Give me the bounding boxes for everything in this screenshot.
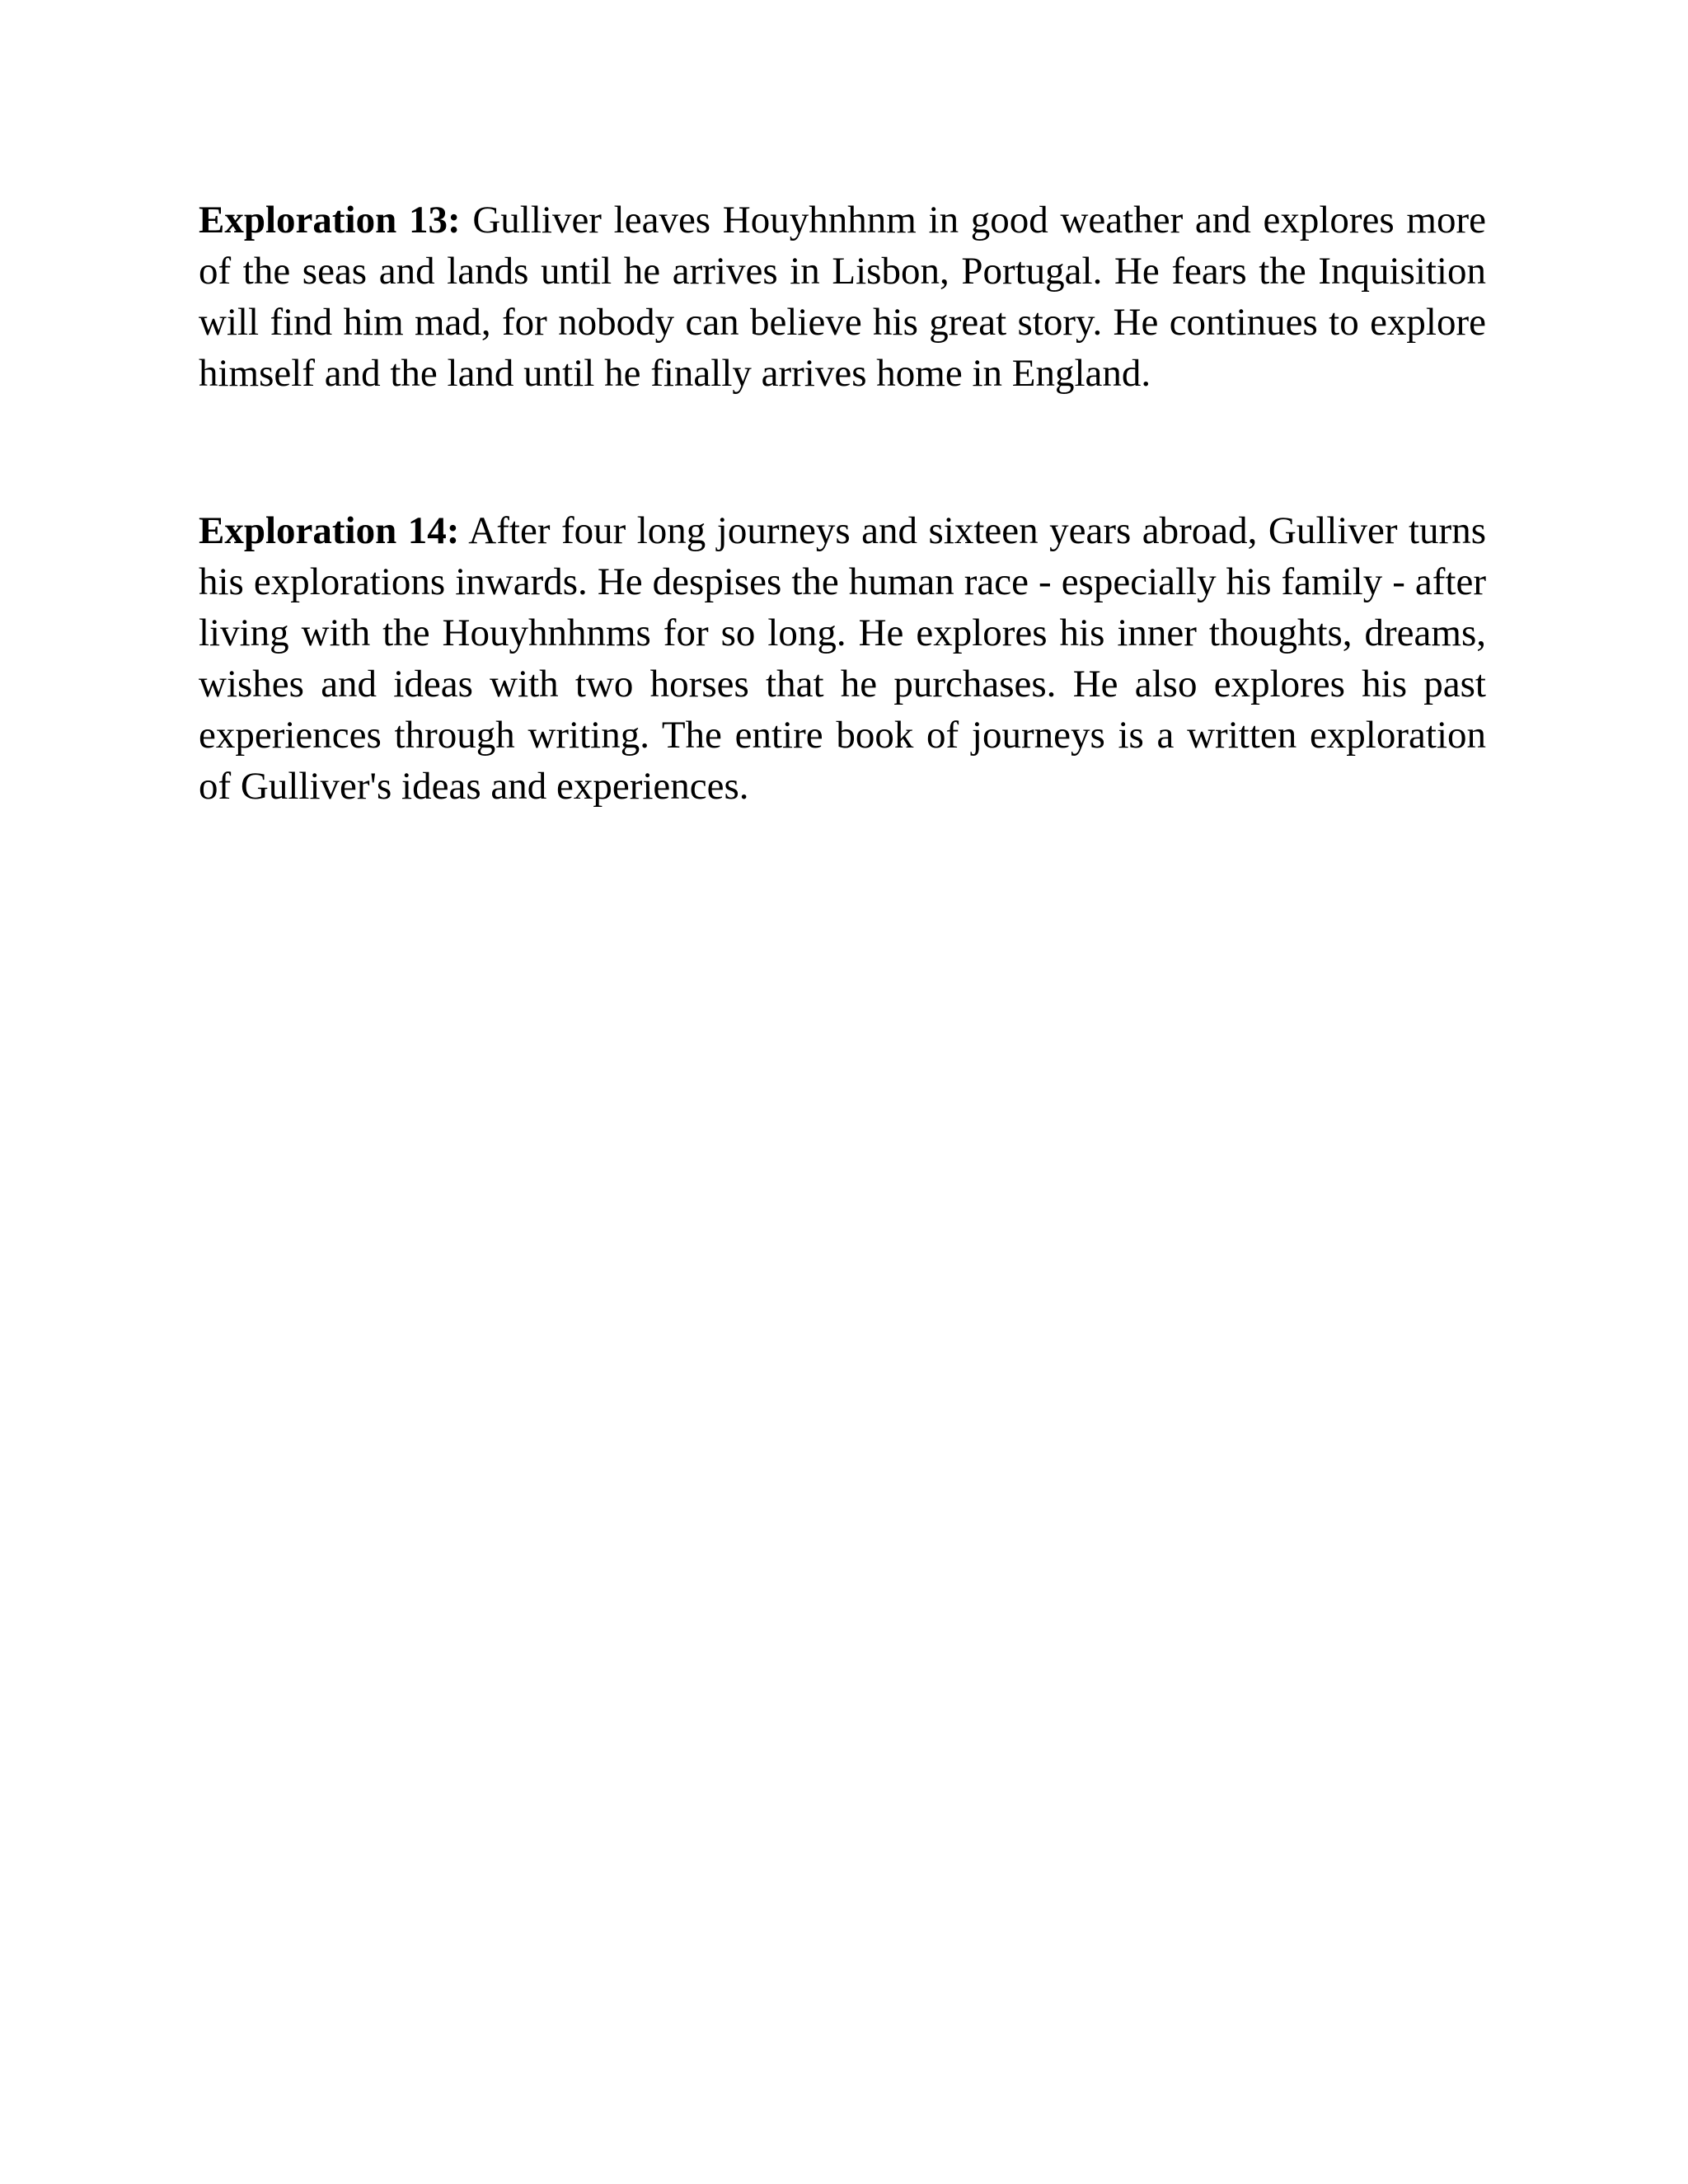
exploration-13-text: Gulliver leaves Houyhnhnm in good weather and explores more of the seas and lands until he arrives in Lisbon, Portugal. He fears the Inquisition will find him mad, for nobody can believe his great story. He continues to explore himself and the land until he finally arrives home in England. <box>199 199 1486 395</box>
exploration-13-paragraph <box>199 194 1486 399</box>
exploration-14-text: After four long journeys and sixteen years abroad, Gulliver turns his explorations inwards. He despises the human race - especially his family - after living with the Houyhnhnms for so long. He explores his inner thoughts, dreams, wishes and ideas with two horses that he purchases. He also explores his past experiences through writing. The entire book of journeys is a written exploration of Gulliver's ideas and experiences. <box>199 509 1486 808</box>
exploration-14-paragraph <box>199 505 1486 812</box>
document-body <box>199 194 1486 812</box>
exploration-13-label: Exploration 13: <box>199 199 461 241</box>
exploration-14-label: Exploration 14: <box>199 509 460 552</box>
